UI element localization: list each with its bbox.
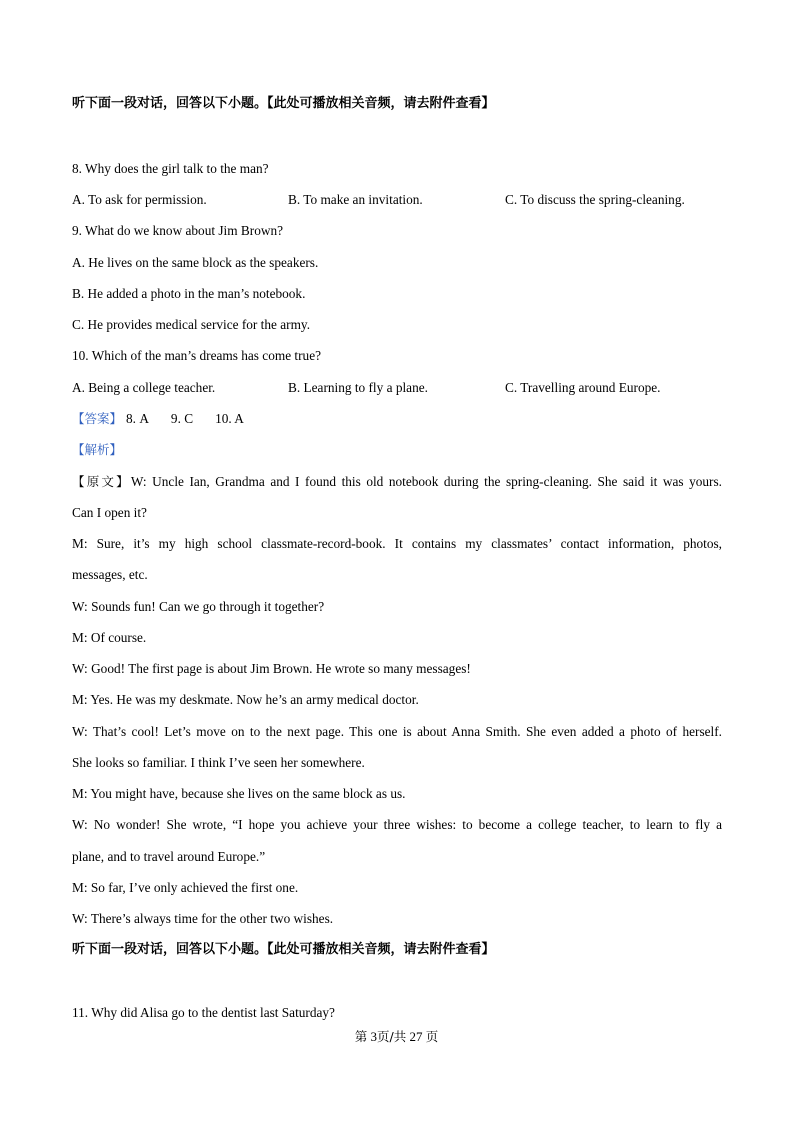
answer-tag: 【答案】 <box>72 411 123 426</box>
answer-9: 9. C <box>170 411 194 426</box>
transcript-line-14: M: So far, I’ve only achieved the first one. <box>72 880 299 895</box>
footer-mid: 页/共 <box>377 1029 407 1044</box>
question-9-stem: 9. What do we know about Jim Brown? <box>72 223 283 238</box>
question-11-stem: 11. Why did Alisa go to the dentist last Saturday? <box>72 1005 335 1020</box>
answer-row <box>72 411 266 427</box>
analysis-row <box>72 442 122 458</box>
transcript-line-9: W: That’s cool! Let’s move on to the next page. This one is about Anna Smith. She even added a photo of herself. <box>72 724 722 739</box>
question-10-option-b: B. Learning to fly a plane. <box>288 380 428 395</box>
question-8-stem: 8. Why does the girl talk to the man? <box>72 161 269 176</box>
transcript-line-12: W: No wonder! She wrote, “I hope you achieve your three wishes: to become a college teacher, to learn to fly a <box>72 817 722 832</box>
footer-prefix: 第 <box>354 1029 368 1044</box>
question-10-option-c: C. Travelling around Europe. <box>505 380 661 395</box>
page-footer <box>0 1027 793 1045</box>
transcript-line-10: She looks so familiar. I think I’ve seen her somewhere. <box>72 755 365 770</box>
transcript-line-4: messages, etc. <box>72 567 148 582</box>
transcript-line-7: W: Good! The first page is about Jim Brown. He wrote so many messages! <box>72 661 471 676</box>
question-8-option-a: A. To ask for permission. <box>72 192 207 207</box>
transcript-line-2: Can I open it? <box>72 505 147 520</box>
transcript-line-11: M: You might have, because she lives on the same block as us. <box>72 786 406 801</box>
question-8-option-b: B. To make an invitation. <box>288 192 423 207</box>
question-9-option-c: C. He provides medical service for the army. <box>72 317 311 332</box>
question-9-option-b: B. He added a photo in the man’s notebook. <box>72 286 306 301</box>
transcript-line-15: W: There’s always time for the other two wishes. <box>72 911 334 926</box>
transcript-line-1: 【原文】W: Uncle Ian, Grandma and I found this old notebook during the spring-cleaning. She said it was yours. <box>72 474 722 489</box>
transcript-line-8: M: Yes. He was my deskmate. Now he’s an army medical doctor. <box>72 692 419 707</box>
transcript-line-6: M: Of course. <box>72 630 147 645</box>
transcript-line-3: M: Sure, it’s my high school classmate-record-book. It contains my classmates’ contact information, photos, <box>72 536 722 551</box>
question-10-option-a: A. Being a college teacher. <box>72 380 216 395</box>
question-10-stem: 10. Which of the man’s dreams has come true? <box>72 348 321 363</box>
footer-page-number: 3 <box>370 1029 378 1044</box>
transcript-line-13: plane, and to travel around Europe.” <box>72 849 266 864</box>
answer-10: 10. A <box>215 411 244 426</box>
transcript-tag: 【原文】 <box>72 474 131 489</box>
footer-suffix: 页 <box>425 1029 439 1044</box>
footer-total-pages: 27 <box>409 1029 423 1044</box>
question-8-option-c: C. To discuss the spring-cleaning. <box>505 192 685 207</box>
analysis-tag: 【解析】 <box>72 442 123 457</box>
answer-8: 8. A <box>126 411 149 426</box>
listen-prompt-1: 听下面一段对话，回答以下小题。【此处可播放相关音频，请去附件查看】 <box>72 96 495 111</box>
transcript-line-5: W: Sounds fun! Can we go through it together? <box>72 599 325 614</box>
question-9-option-a: A. He lives on the same block as the speakers. <box>72 255 319 270</box>
listen-prompt-2: 听下面一段对话，回答以下小题。【此处可播放相关音频，请去附件查看】 <box>72 942 495 957</box>
